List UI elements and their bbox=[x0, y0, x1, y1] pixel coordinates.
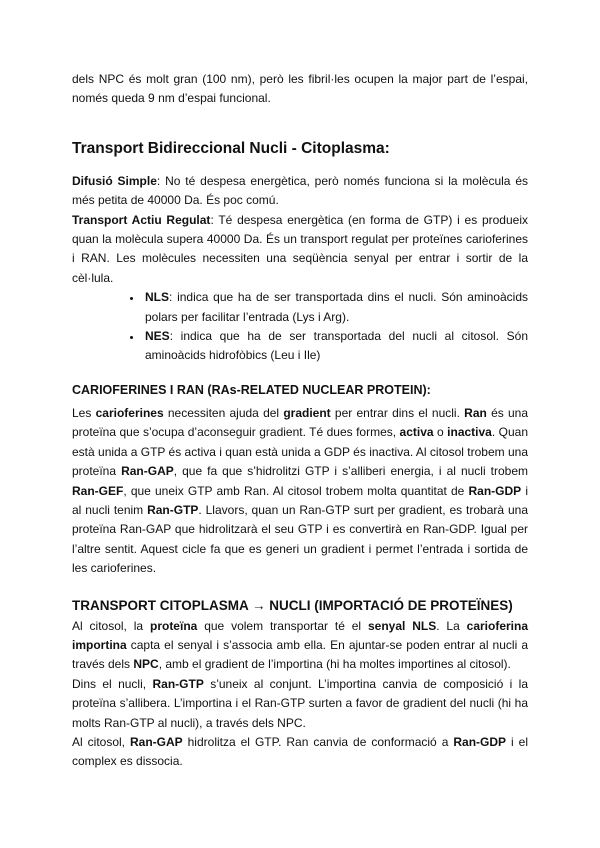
difusio-simple-paragraph bbox=[72, 172, 528, 211]
bold-term: Ran-GDP bbox=[468, 483, 522, 498]
bold-term: Ran bbox=[464, 405, 487, 420]
text-run: : Té despesa energètica (en forma de GTP) i es produeix quan la molècula supera 40000 Da. És un transport regulat per proteïnes carioferines i RAN. Les molècules necessiten una seqüència senyal per entrar i sortir de la cèl·lula. bbox=[72, 212, 528, 285]
text-run: Dins el nucli, bbox=[72, 676, 153, 691]
bold-term: NLS bbox=[145, 290, 169, 305]
bold-term: proteïna bbox=[149, 618, 198, 633]
signal-sequence-list bbox=[72, 288, 528, 366]
text-run: . Llavors, quan un Ran-GTP surt per gradient, es trobarà una proteïna Ran-GAP que hidrolitzarà el seu GTP i es convertirà en Ran-GDP. Igual per l’altre sentit. Aquest cicle fa que es generi un gradient i permet l’entrada i sortida de les carioferines. bbox=[72, 502, 528, 576]
bold-term: Ran-GEF bbox=[72, 483, 124, 498]
list-item-nes bbox=[145, 327, 528, 366]
import-paragraph-1 bbox=[72, 617, 528, 675]
bold-term: NPC bbox=[133, 657, 159, 672]
list-item-nls bbox=[145, 288, 528, 327]
text-run: per entrar dins el nucli. bbox=[330, 405, 465, 420]
text-run: capta el senyal i s’associa amb ella. En ajuntar-se poden entrar al nucli a través dels bbox=[72, 637, 528, 672]
bold-term: carioferines bbox=[95, 405, 164, 420]
bold-term: Difusió Simple bbox=[72, 173, 157, 188]
import-paragraph-3 bbox=[72, 733, 528, 772]
text-run: . Quan està unida a GTP és activa i quan està unida a GDP és inactiva. Al citosol trobem una proteïna bbox=[72, 425, 528, 479]
transport-actiu-paragraph bbox=[72, 211, 528, 289]
text-run: Les bbox=[72, 405, 96, 420]
text-run: és una proteïna que s’ocupa d’aconseguir gradient. Té dues formes, bbox=[72, 405, 528, 440]
section-heading-transport-bidireccional: Transport Bidireccional Nucli - Citoplasma: bbox=[72, 139, 390, 157]
text-run: hidrolitza el GTP. Ran canvia de conformació a bbox=[182, 734, 454, 749]
intro-paragraph bbox=[72, 70, 528, 109]
text-run: dels NPC és molt gran (100 nm), però les fibril·les ocupen la major part de l’espai, només queda 9 nm d’espai funcional. bbox=[72, 72, 528, 106]
text-run: Al citosol, la bbox=[72, 618, 150, 633]
text-run: : indica que ha de ser transportada del nucli al citosol. Són aminoàcids hidrofòbics (Leu i Ile) bbox=[145, 329, 528, 363]
bold-term: senyal NLS bbox=[367, 618, 437, 633]
section-heading-importacio: TRANSPORT CITOPLASMA → NUCLI (IMPORTACIÓ DE PROTEÏNES) bbox=[72, 597, 513, 613]
text-run: , amb el gradient de l’importina (hi ha moltes importines al citosol). bbox=[158, 657, 511, 672]
bold-term: inactiva bbox=[447, 425, 492, 440]
text-run: s’uneix al conjunt. L’importina canvia de composició i la proteïna s’allibera. L’importina i el Ran-GTP surten a favor de gradient del nucli (hi ha molts Ran-GTP al nucli), a través dels NPC. bbox=[72, 676, 528, 730]
text-run: . La bbox=[436, 618, 467, 633]
text-run: necessiten ajuda del bbox=[163, 405, 284, 420]
bold-term: Transport Actiu Regulat bbox=[72, 212, 211, 227]
text-run: , que fa que s’hidrolitzi GTP i s’alliberi energia, i al nucli trobem bbox=[173, 464, 528, 479]
text-run: : No té despesa energètica, però només funciona si la molècula és més petita de 40000 Da. És poc comú. bbox=[72, 173, 528, 208]
bold-term: Ran-GAP bbox=[121, 464, 174, 479]
import-paragraph-2 bbox=[72, 675, 528, 733]
bold-term: Ran-GDP bbox=[453, 734, 507, 749]
section-heading-carioferines: CARIOFERINES I RAN (RAs-RELATED NUCLEAR PROTEIN): bbox=[72, 382, 431, 397]
text-run: Al citosol, bbox=[72, 734, 130, 749]
bold-term: Ran-GAP bbox=[129, 734, 183, 749]
carioferines-paragraph bbox=[72, 404, 528, 579]
bold-term: Ran-GTP bbox=[152, 676, 204, 691]
bold-term: carioferina importina bbox=[72, 618, 528, 652]
bold-term: NES bbox=[145, 329, 170, 344]
document-page bbox=[72, 70, 528, 772]
bold-term: activa bbox=[399, 425, 434, 440]
bold-term: gradient bbox=[283, 405, 331, 420]
text-run: o bbox=[433, 425, 448, 440]
text-run: que volem transportar té el bbox=[197, 618, 368, 633]
text-run: , que uneix GTP amb Ran. Al citosol trobem molta quantitat de bbox=[123, 483, 469, 498]
text-run: : indica que ha de ser transportada dins el nucli. Són aminoàcids polars per facilitar l’entrada (Lys i Arg). bbox=[145, 290, 528, 324]
text-run: i el complex es dissocia. bbox=[72, 734, 528, 769]
text-run: i al nucli tenim bbox=[72, 483, 529, 517]
bold-term: Ran-GTP bbox=[147, 502, 199, 517]
